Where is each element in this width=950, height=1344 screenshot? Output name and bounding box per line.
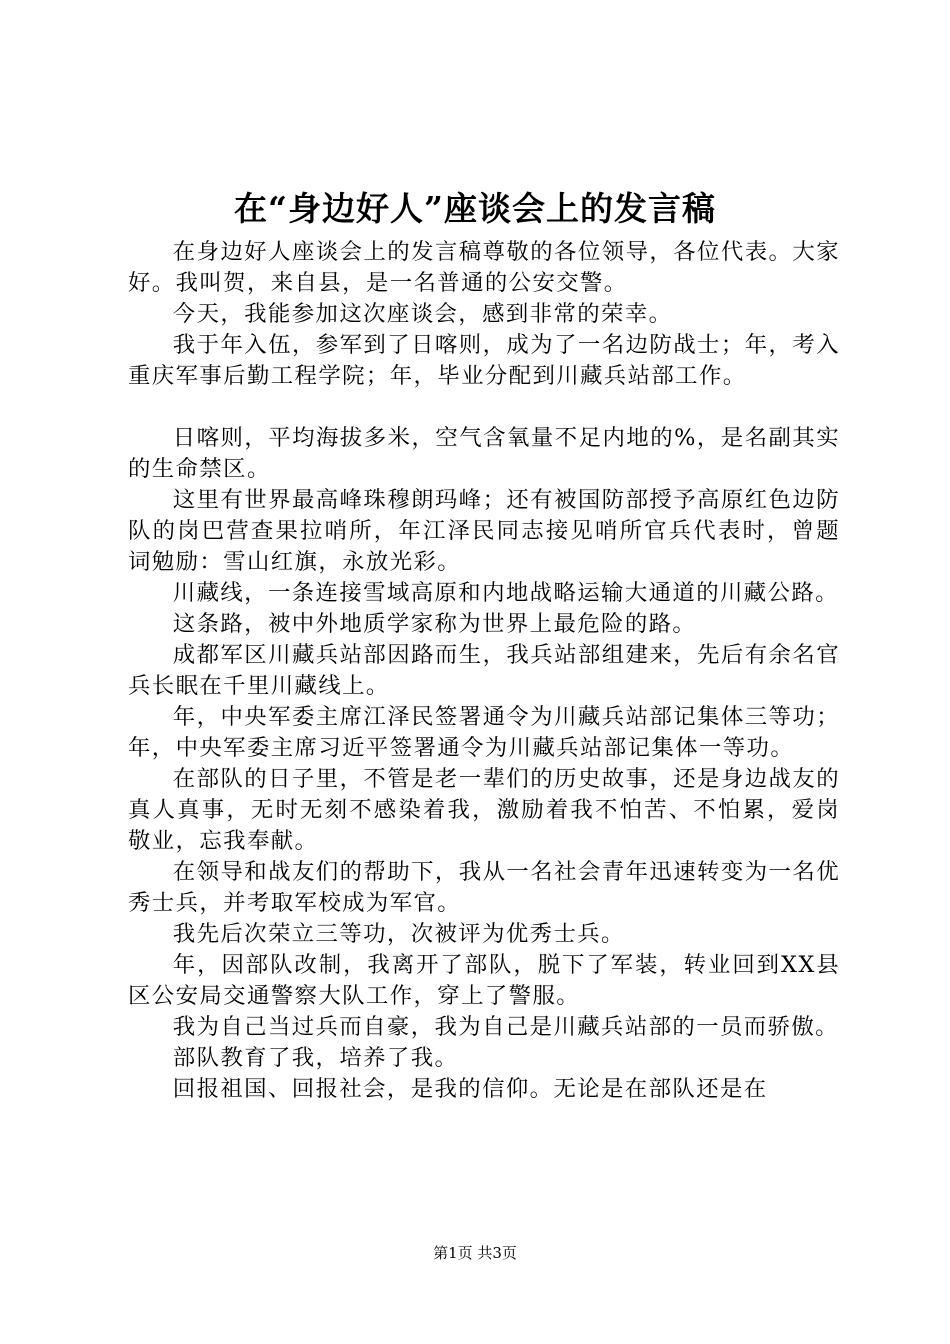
paragraph: 成都军区川藏兵站部因路而生，我兵站部组建来，先后有余名官兵长眠在千里川藏线上。 (128, 642, 840, 699)
paragraph: 日喀则，平均海拔多米，空气含氧量不足内地的%，是名副其实的生命禁区。 (128, 425, 840, 482)
paragraph: 回报祖国、回报社会，是我的信仰。无论是在部队还是在 (172, 1076, 768, 1102)
paragraph: 年，中央军委主席江泽民签署通令为川藏兵站部记集体三等功；年，中央军委主席习近平签署通令为川藏兵站部记集体一等功。 (128, 704, 840, 761)
document-body (128, 237, 840, 1105)
paragraph: 年，因部队改制，我离开了部队，脱下了军装，转业回到XX县区公安局交通警察大队工作，穿上了警服。 (128, 952, 840, 1009)
paragraph: 我为自己当过兵而自豪，我为自己是川藏兵站部的一员而骄傲。 (172, 1014, 839, 1040)
paragraph: 我先后次荣立三等功，次被评为优秀士兵。 (172, 921, 625, 947)
paragraph: 这里有世界最高峰珠穆朗玛峰；还有被国防部授予高原红色边防队的岗巴营查果拉哨所，年江泽民同志接见哨所官兵代表时，曾题词勉励：雪山红旗，永放光彩。 (128, 487, 840, 575)
paragraph: 这条路，被中外地质学家称为世界上最危险的路。 (172, 611, 697, 637)
document-title: 在“身边好人”座谈会上的发言稿 (234, 189, 716, 228)
paragraph: 我于年入伍，参军到了日喀则，成为了一名边防战士；年，考入重庆军事后勤工程学院；年，毕业分配到川藏兵站部工作。 (128, 332, 840, 389)
paragraph: 川藏线，一条连接雪域高原和内地战略运输大通道的川藏公路。 (172, 580, 839, 606)
paragraph: 部队教育了我，培养了我。 (172, 1045, 459, 1071)
paragraph: 在部队的日子里，不管是老一辈们的历史故事，还是身边战友的真人真事，无时无刻不感染着我，激励着我不怕苦、不怕累，爱岗敬业，忘我奉献。 (128, 766, 840, 854)
page-number-footer: 第1页 共3页 (433, 1244, 517, 1262)
paragraph: 今天，我能参加这次座谈会，感到非常的荣幸。 (172, 301, 673, 327)
paragraph: 在领导和战友们的帮助下，我从一名社会青年迅速转变为一名优秀士兵，并考取军校成为军官。 (128, 859, 840, 916)
paragraph: 在身边好人座谈会上的发言稿尊敬的各位领导，各位代表。大家好。我叫贺，来自县，是一名普通的公安交警。 (128, 239, 840, 296)
